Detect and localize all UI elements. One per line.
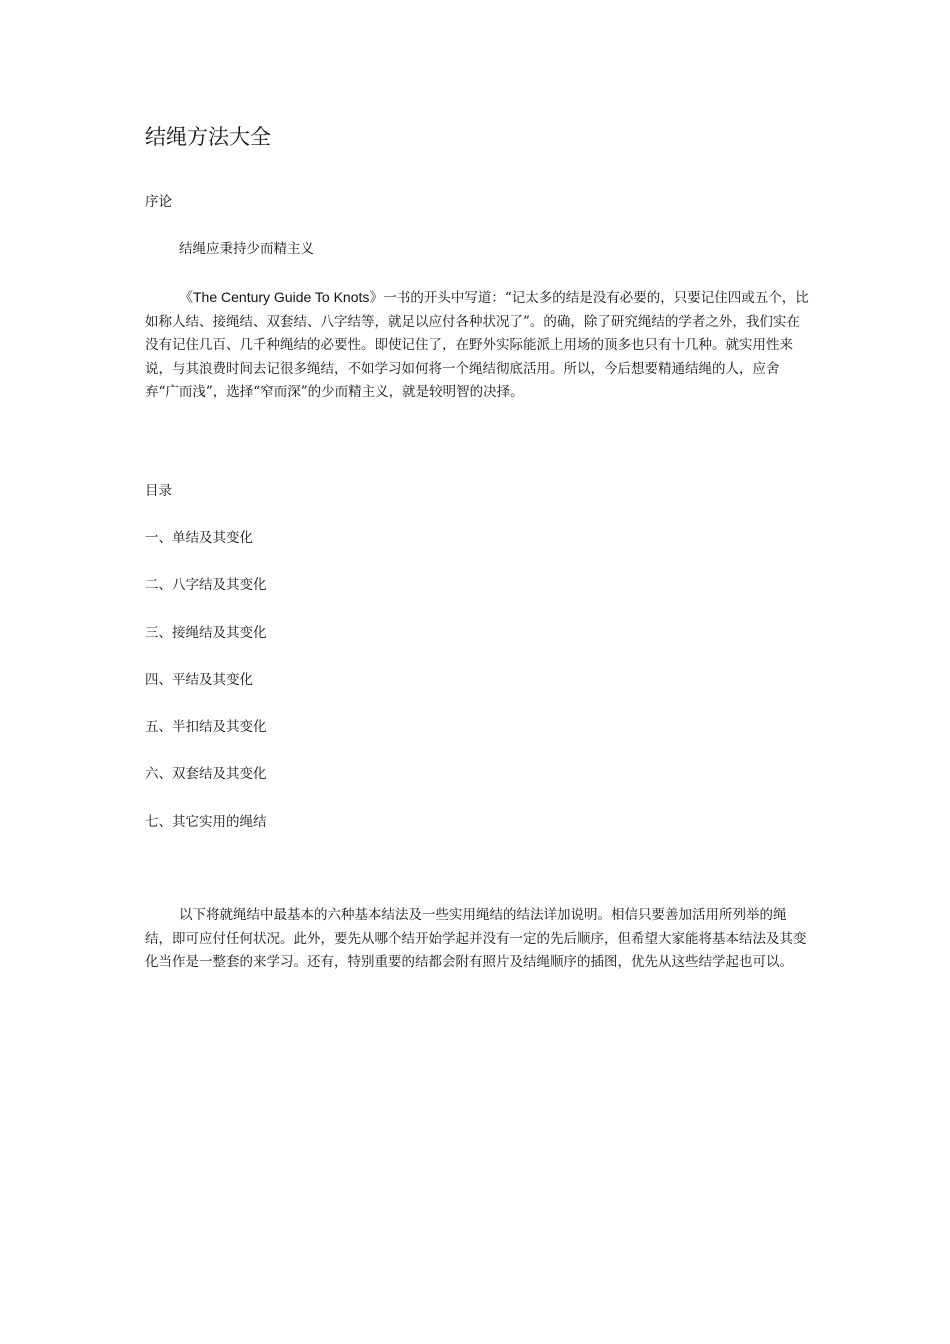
closing-paragraph: 以下将就绳结中最基本的六种基本结法及一些实用绳结的结法详加说明。相信只要善加活用所列举的绳结，即可应付任何状况。此外，要先从哪个结开始学起并没有一定的先后顺序，但希望大家能将基本结法及其变化当作是一整套的来学习。还有，特别重要的结都会附有照片及结绳顺序的插图，优先从这些结学起也可以。 (145, 907, 807, 970)
toc-item: 一、单结及其变化 (145, 530, 253, 546)
toc-heading: 目录 (145, 483, 172, 499)
book-title: 《The Century Guide To Knots》 (179, 289, 384, 305)
toc-item: 四、平结及其变化 (145, 671, 253, 688)
toc-item: 七、其它实用的绳结 (145, 813, 267, 830)
toc-item: 三、接绳结及其变化 (145, 624, 267, 641)
preface-heading: 序论 (145, 194, 172, 210)
table-of-contents (145, 528, 267, 859)
toc-item: 六、双套结及其变化 (145, 766, 267, 783)
preface-subheading: 结绳应秉持少而精主义 (179, 241, 314, 257)
preface-paragraph (145, 286, 810, 405)
toc-item: 五、半扣结及其变化 (145, 719, 267, 736)
document-title: 结绳方法大全 (145, 125, 271, 149)
toc-item: 二、八字结及其变化 (145, 577, 267, 594)
preface-paragraph-text: 一书的开头中写道：“记太多的结是没有必要的，只要记住四或五个，比如称人结、接绳结、双套结、八字结等，就足以应付各种状况了”。的确，除了研究绳结的学者之外，我们实在没有记住几百、几千种绳结的必要性。即使记住了，在野外实际能派上用场的顶多也只有十几种。就实用性来说，与其浪费时间去记很多绳结，不如学习如何将一个绳结彻底活用。所以，今后想要精通结绳的人，应舍弃“广而浅”，选择“窄而深”的少而精主义，就是较明智的决择。 (145, 290, 809, 400)
